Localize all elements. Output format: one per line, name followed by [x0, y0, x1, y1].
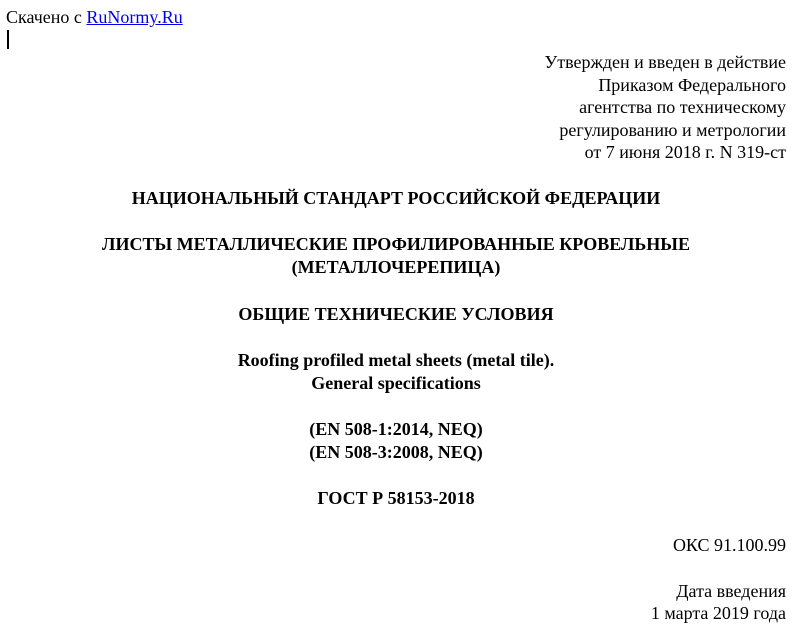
references-block [0, 418, 792, 464]
standard-designation: ГОСТ Р 58153-2018 [317, 488, 475, 508]
standard-heading-block [0, 187, 792, 210]
source-link[interactable]: RuNormy.Ru [86, 7, 183, 27]
standard-title-line: (МЕТАЛЛОЧЕРЕПИЦА) [291, 257, 501, 277]
approval-line: Утвержден и введен в действие [544, 52, 786, 72]
reference-line: (EN 508-3:2008, NEQ) [309, 442, 483, 462]
standard-subtitle-block [0, 303, 792, 326]
approval-block [386, 51, 786, 164]
english-title-block [0, 349, 792, 395]
effective-date: 1 марта 2019 года [650, 603, 786, 623]
effective-label: Дата введения [676, 581, 786, 601]
approval-line: агентства по техническому [579, 97, 786, 117]
oks-code: ОКС 91.100.99 [672, 535, 786, 555]
reference-line: (EN 508-1:2014, NEQ) [309, 419, 483, 439]
designation-block [0, 487, 792, 510]
standard-subtitle: ОБЩИЕ ТЕХНИЧЕСКИЕ УСЛОВИЯ [238, 304, 554, 324]
english-title-line: Roofing profiled metal sheets (metal tile). [237, 350, 555, 370]
source-line [6, 6, 183, 28]
standard-heading: НАЦИОНАЛЬНЫЙ СТАНДАРТ РОССИЙСКОЙ ФЕДЕРАЦИИ [131, 188, 661, 208]
source-prefix: Скачено с [6, 7, 82, 27]
text-cursor [7, 30, 9, 49]
approval-line: регулированию и метрологии [559, 119, 786, 140]
standard-title-line: ЛИСТЫ МЕТАЛЛИЧЕСКИЕ ПРОФИЛИРОВАННЫЕ КРОВЕЛЬНЫЕ [102, 234, 690, 254]
approval-line: от 7 июня 2018 г. N 319-ст [584, 142, 786, 162]
standard-title-block [0, 233, 792, 279]
english-title-line: General specifications [311, 373, 481, 393]
approval-line: Приказом Федерального [598, 74, 786, 95]
